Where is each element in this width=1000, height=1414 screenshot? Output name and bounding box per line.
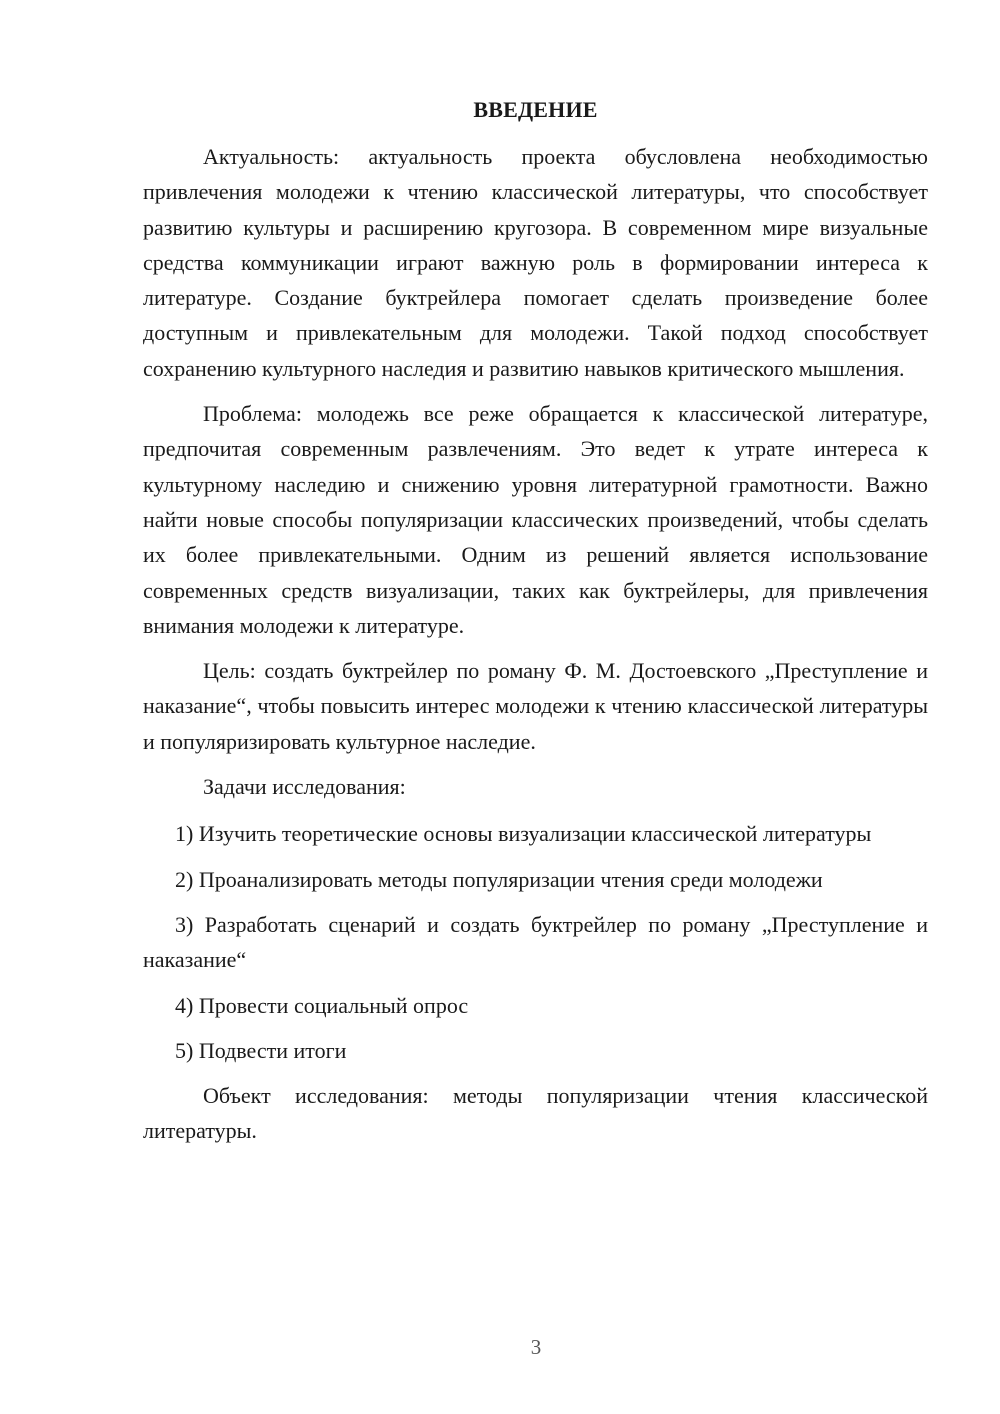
- object-paragraph: Объект исследования: методы популяризации чтения классической литературы.: [143, 1083, 928, 1144]
- page-number: 3: [530, 1335, 542, 1359]
- tasks-title: Задачи исследования:: [203, 774, 406, 800]
- page-title: ВВЕДЕНИЕ: [473, 97, 598, 122]
- task-item-1: 1) Изучить теоретические основы визуализации классической литературы: [175, 821, 872, 847]
- task-item-5: 5) Подвести итоги: [175, 1037, 347, 1063]
- tasks-list: [143, 816, 928, 1068]
- goal-paragraph: Цель: создать буктрейлер по роману Ф. М. Достоевского „Преступление и наказание“, чтобы повысить интерес молодежи к чтению классической литературы и популяризировать культурное наследие.: [143, 658, 928, 754]
- task-item-2: 2) Проанализировать методы популяризации чтения среди молодежи: [175, 866, 823, 892]
- problem-paragraph: Проблема: молодежь все реже обращается к классической литературе, предпочитая современным развлечениям. Это ведет к утрате интереса к культурному наследию и снижению уровня литературной грамотности. Важно найти новые способы популяризации классических произведений, чтобы сделать их более привлекательными. Одним из решений является использование современных средств визуализации, таких как буктрейлеры, для привлечения внимания молодежи к литературе.: [143, 401, 928, 638]
- relevance-paragraph: Актуальность: актуальность проекта обусловлена необходимостью привлечения молодежи к чтению классической литературы, что способствует развитию культуры и расширению кругозора. В современном мире визуальные средства коммуникации играют важную роль в формировании интереса к литературе. Создание буктрейлера помогает сделать произведение более доступным и привлекательным для молодежи. Такой подход способствует сохранению культурного наследия и развитию навыков критического мышления.: [143, 144, 928, 381]
- task-item-3: 3) Разработать сценарий и создать буктрейлер по роману „Преступление и наказание“: [143, 911, 928, 973]
- document-page: [143, 95, 928, 1159]
- task-item-4: 4) Провести социальный опрос: [175, 992, 469, 1018]
